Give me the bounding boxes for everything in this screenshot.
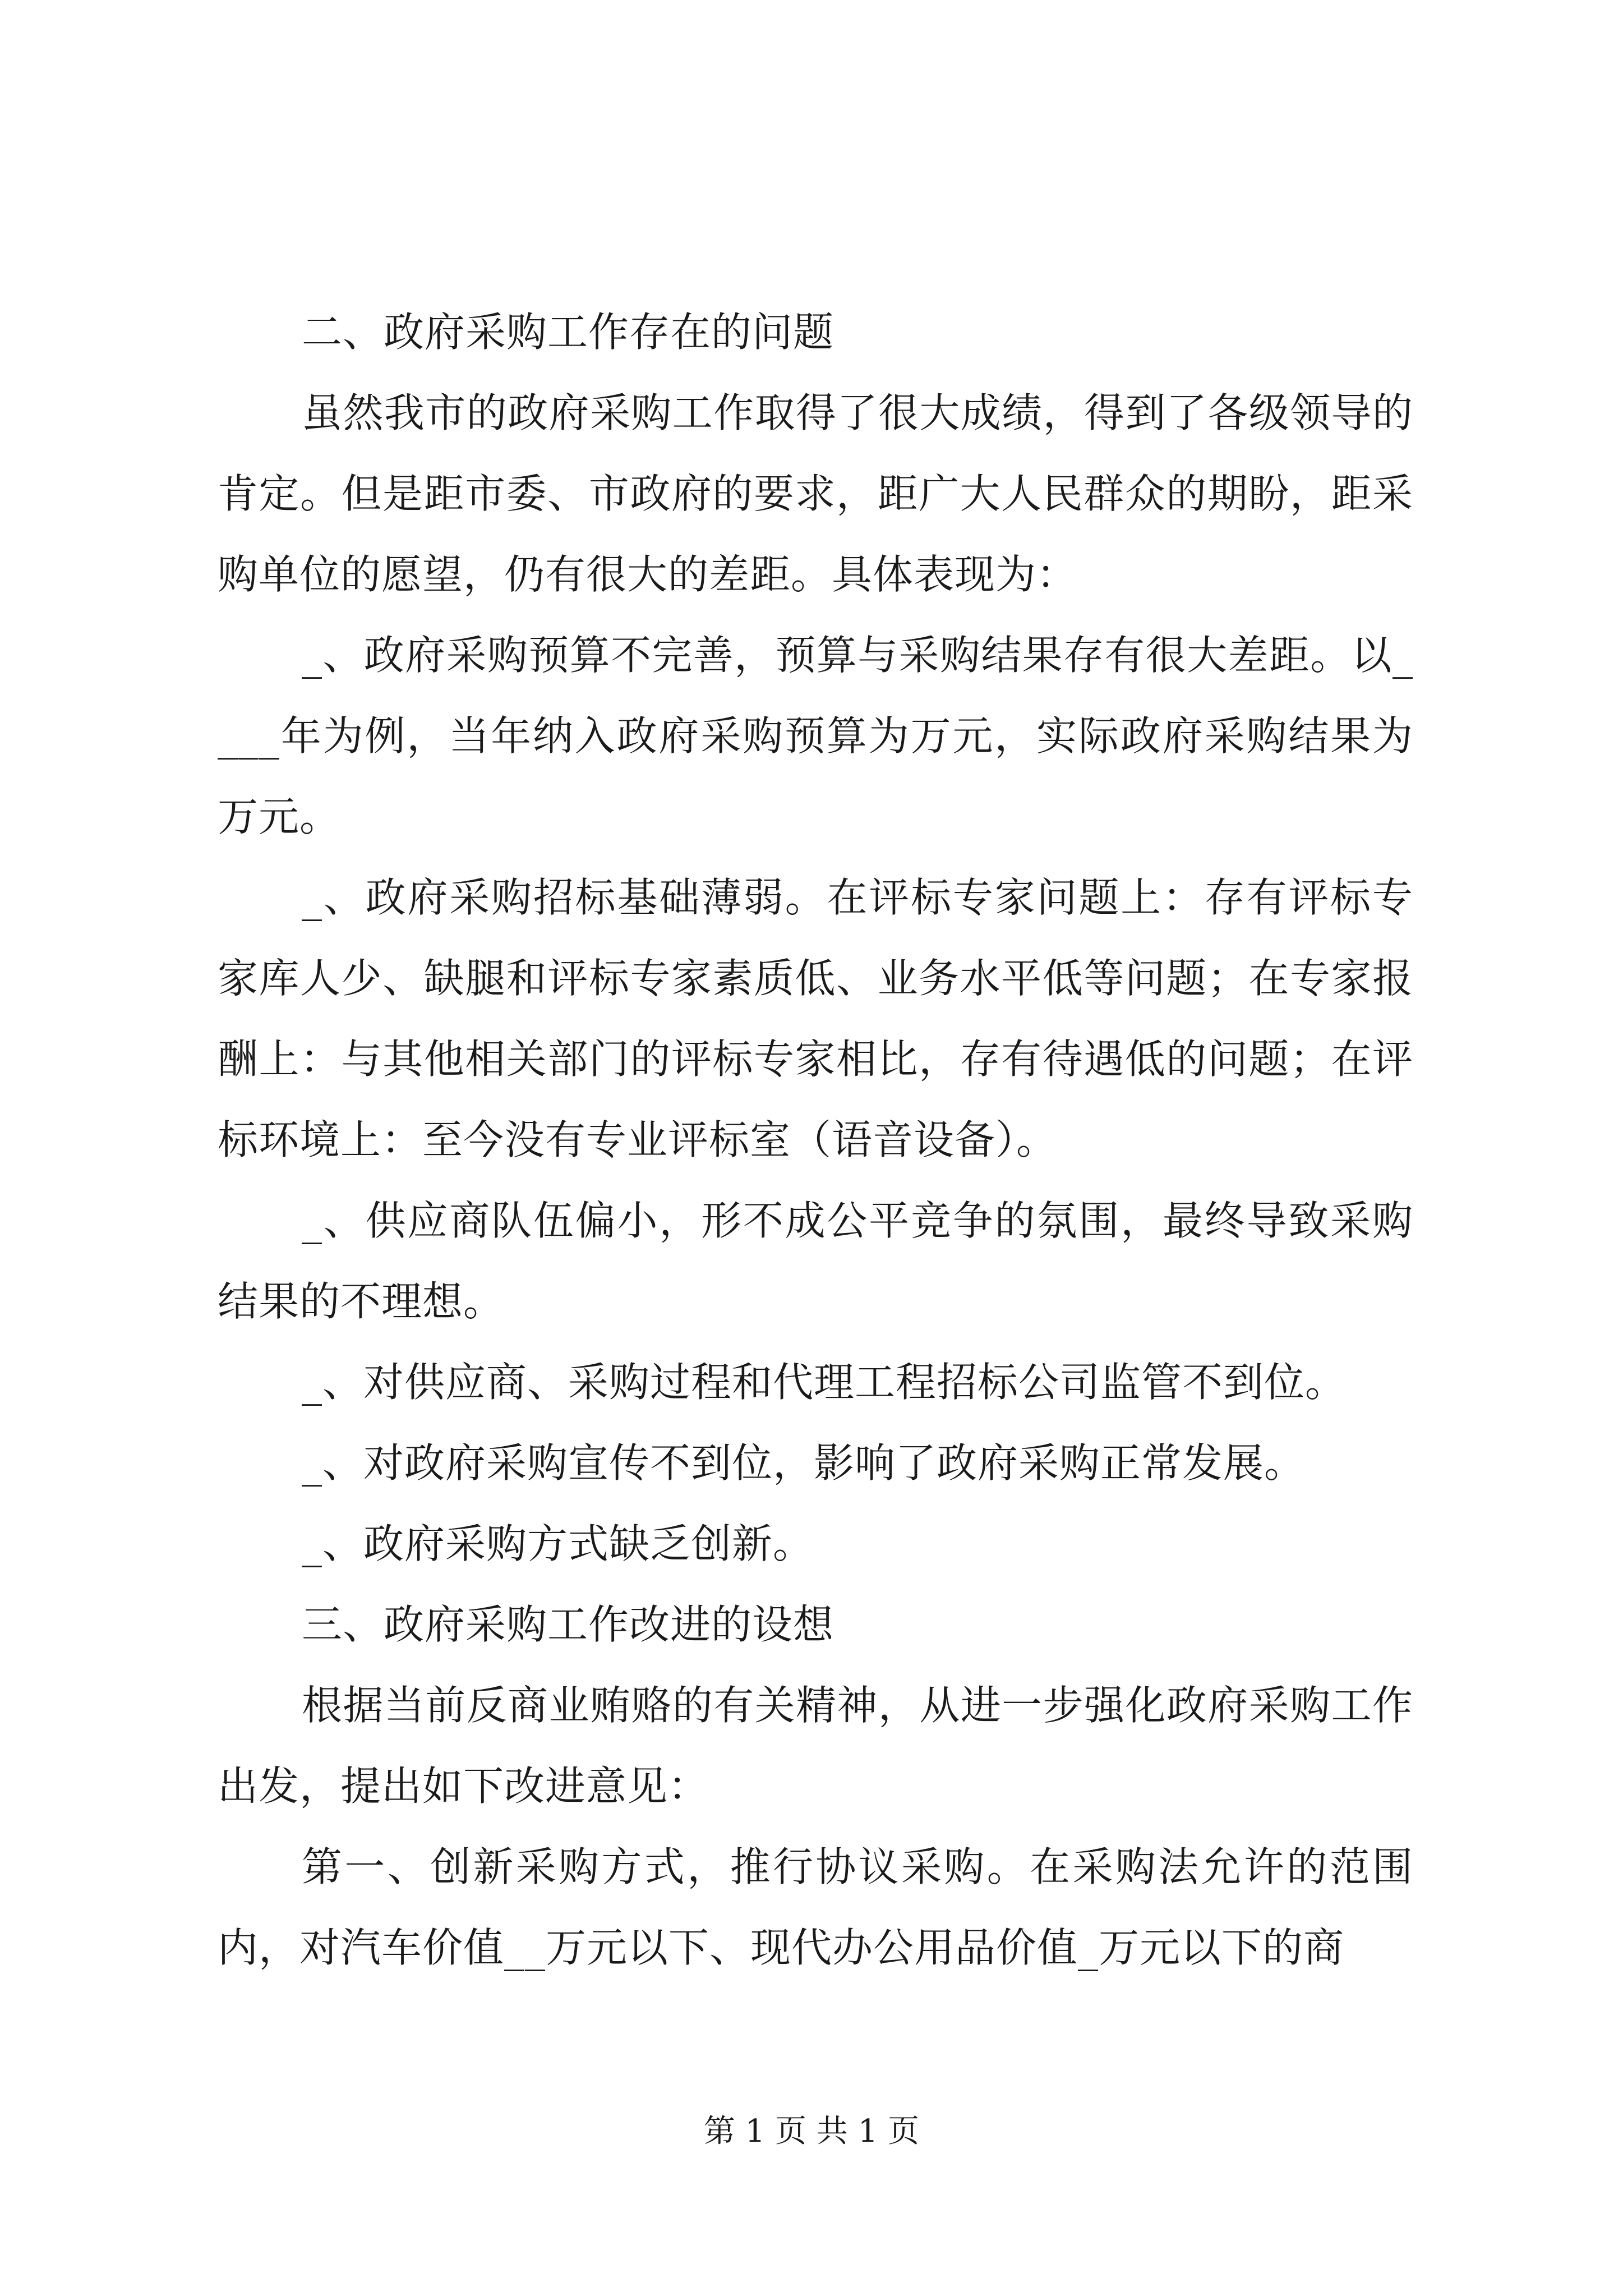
paragraph-innovation: _、政府采购方式缺乏创新。 <box>302 1520 814 1567</box>
paragraph-bidding: _、政府采购招标基础薄弱。在评标专家问题上：存有评标专家库人少、缺腿和评标专家素质低、业务水平低等问题；在专家报酬上：与其他相关部门的评标专家相比，存有待遇低的问题；在评标环境上：至今没有专业评标室（语音设备）。 <box>218 874 1413 1163</box>
page-footer: 第 1 页 共 1 页 <box>703 2113 920 2150</box>
paragraph-supervision: _、对供应商、采购过程和代理工程招标公司监管不到位。 <box>302 1359 1347 1406</box>
paragraph-suppliers: _、供应商队伍偏小，形不成公平竞争的氛围，最终导致采购结果的不理想。 <box>218 1197 1413 1325</box>
paragraph-budget: _、政府采购预算不完善，预算与采购结果存有很大差距。以____年为例，当年纳入政府采购预算为万元，实际政府采购结果为万元。 <box>218 632 1413 840</box>
section-heading-problems: 二、政府采购工作存在的问题 <box>302 309 834 356</box>
paragraph-intro: 虽然我市的政府采购工作取得了很大成绩，得到了各级领导的肯定。但是距市委、市政府的要求，距广大人民群众的期盼，距采购单位的愿望，仍有很大的差距。具体表现为： <box>218 389 1413 598</box>
paragraph-improvement-intro: 根据当前反商业贿赂的有关精神，从进一步强化政府采购工作出发，提出如下改进意见： <box>218 1682 1413 1810</box>
paragraph-first-improvement: 第一、创新采购方式，推行协议采购。在采购法允许的范围内，对汽车价值__万元以下、现代办公用品价值_万元以下的商 <box>218 1843 1413 1971</box>
document-body <box>218 292 1413 1988</box>
paragraph-publicity: _、对政府采购宣传不到位，影响了政府采购正常发展。 <box>302 1439 1306 1487</box>
section-heading-improvements: 三、政府采购工作改进的设想 <box>302 1601 834 1648</box>
